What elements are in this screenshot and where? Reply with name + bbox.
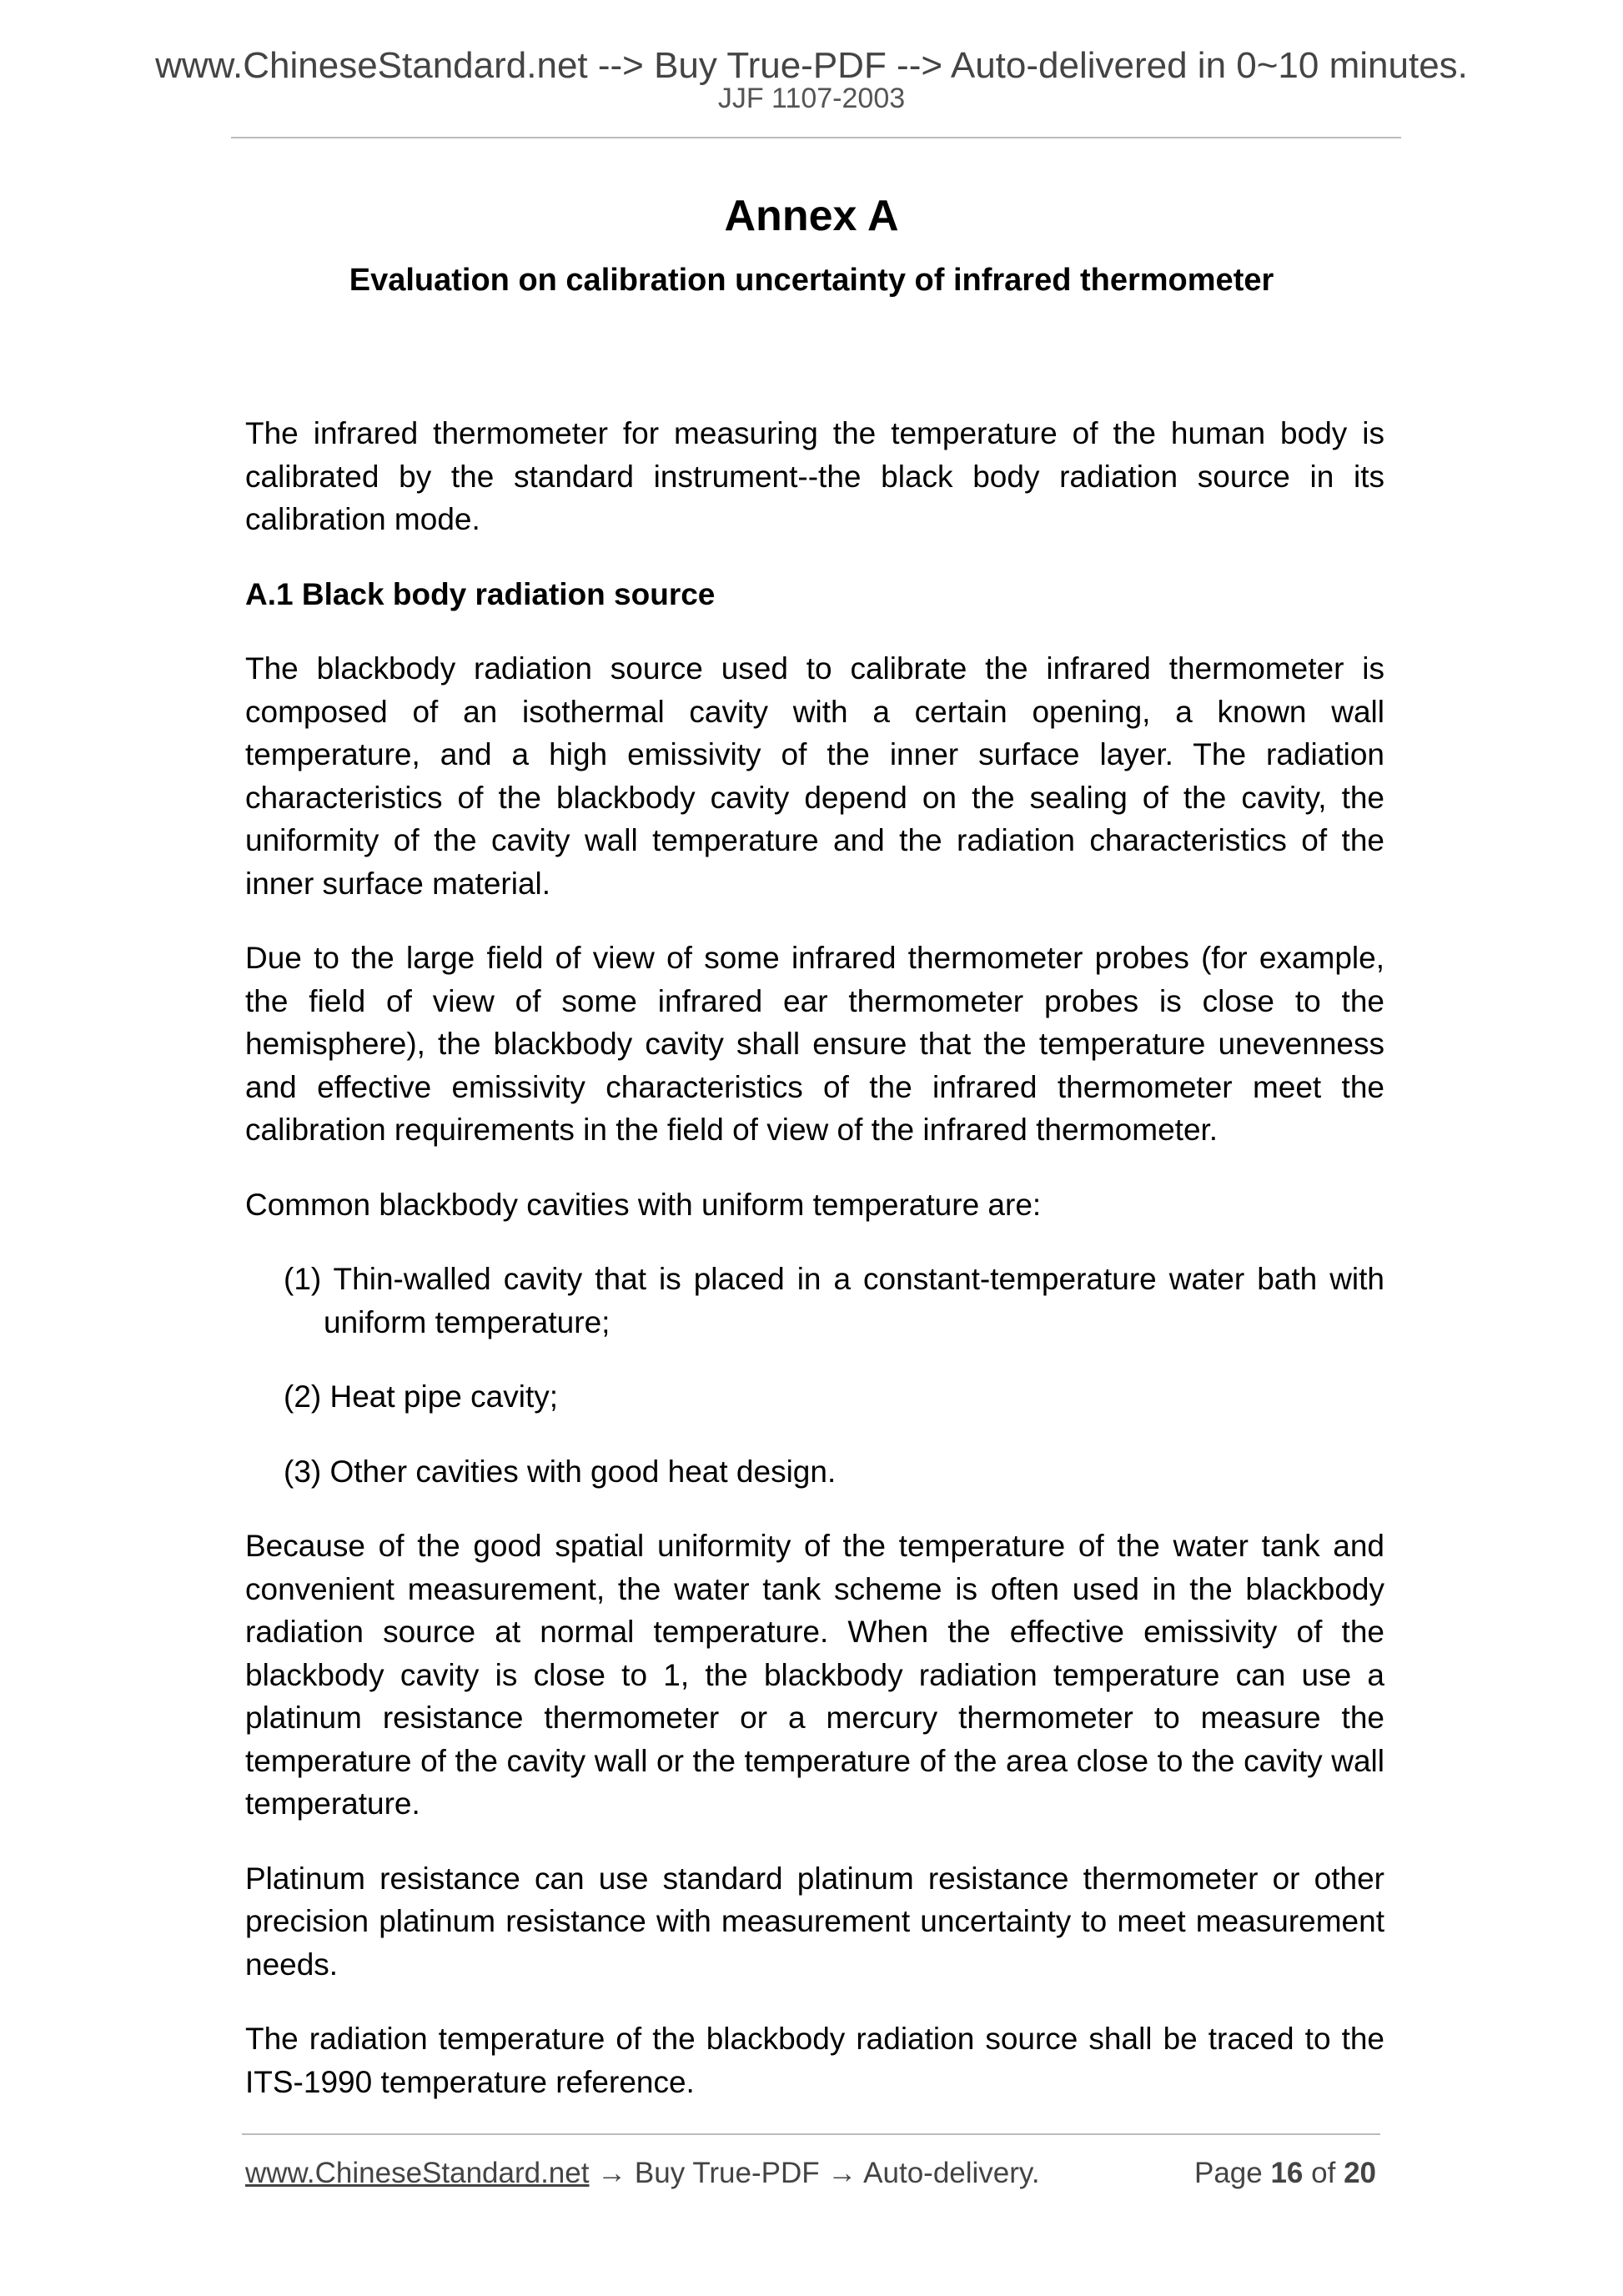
- paragraph-field-of-view: Due to the large field of view of some infrared thermometer probes (for example, the field of view of some infrared ear thermometer probes is close to the hemisphere), the blackbody cavity shall ensure that the temperature unevenness and effective emissivity characteristics of the infrared thermometer meet the calibration requirements in the field of view of the infrared thermometer.: [245, 941, 1384, 1147]
- paragraph-cavity-composition: The blackbody radiation source used to calibrate the infrared thermometer is composed of an isothermal cavity with a certain opening, a known wall temperature, and a high emissivity of the inner surface layer. The radiation characteristics of the blackbody cavity depend on the sealing of the cavity, the uniformity of the cavity wall temperature and the radiation characteristics of the inner surface material.: [245, 651, 1384, 901]
- of-label: of: [1311, 2157, 1336, 2189]
- standard-code: JJF 1107-2003: [717, 83, 906, 114]
- list-intro: Common blackbody cavities with uniform temperature are:: [245, 1187, 1042, 1222]
- list-item: (2) Heat pipe cavity;: [284, 1379, 559, 1414]
- annex-subtitle: Evaluation on calibration uncertainty of infrared thermometer: [349, 263, 1274, 298]
- paragraph-traceability: The radiation temperature of the blackbody radiation source shall be traced to the ITS-1990 temperature reference.: [245, 2022, 1384, 2099]
- page-label: Page: [1193, 2157, 1263, 2189]
- list-item: (3) Other cavities with good heat design.: [284, 1454, 837, 1489]
- page-number: 16: [1270, 2157, 1304, 2189]
- intro-paragraph: The infrared thermometer for measuring the temperature of the human body is calibrated by the standard instrument--the black body radiation source in its calibration mode.: [245, 416, 1384, 536]
- paragraph-water-tank: Because of the good spatial uniformity of the temperature of the water tank and convenient measurement, the water tank scheme is often used in the blackbody radiation source at normal temperature. When the effective emissivity of the blackbody cavity is close to 1, the blackbody radiation temperature can use a platinum resistance thermometer or a mercury thermometer to measure the temperature of the cavity wall or the temperature of the area close to the cavity wall temperature.: [245, 1529, 1384, 1821]
- header-banner: www.ChineseStandard.net --> Buy True-PDF --> Auto-delivered in 0~10 minutes.: [155, 45, 1468, 86]
- section-a1-heading: A.1 Black body radiation source: [245, 576, 716, 611]
- header-divider: [231, 137, 1401, 138]
- annex-title: Annex A: [724, 192, 899, 240]
- footer-tagline: → Buy True-PDF → Auto-delivery.: [589, 2157, 1040, 2189]
- footer-site-link[interactable]: www.ChineseStandard.net: [245, 2157, 590, 2189]
- page-total: 20: [1344, 2157, 1376, 2189]
- list-item: (1) Thin-walled cavity that is placed in a constant-temperature water bath with uniform temperature;: [284, 1262, 1384, 1339]
- footer-divider: [242, 2133, 1380, 2135]
- page-indicator: [1194, 2155, 1376, 2192]
- document-body: [245, 412, 1384, 2135]
- page-footer: [245, 2155, 1376, 2192]
- paragraph-platinum-resistance: Platinum resistance can use standard platinum resistance thermometer or other precision platinum resistance with measurement uncertainty to meet measurement needs.: [245, 1861, 1384, 1982]
